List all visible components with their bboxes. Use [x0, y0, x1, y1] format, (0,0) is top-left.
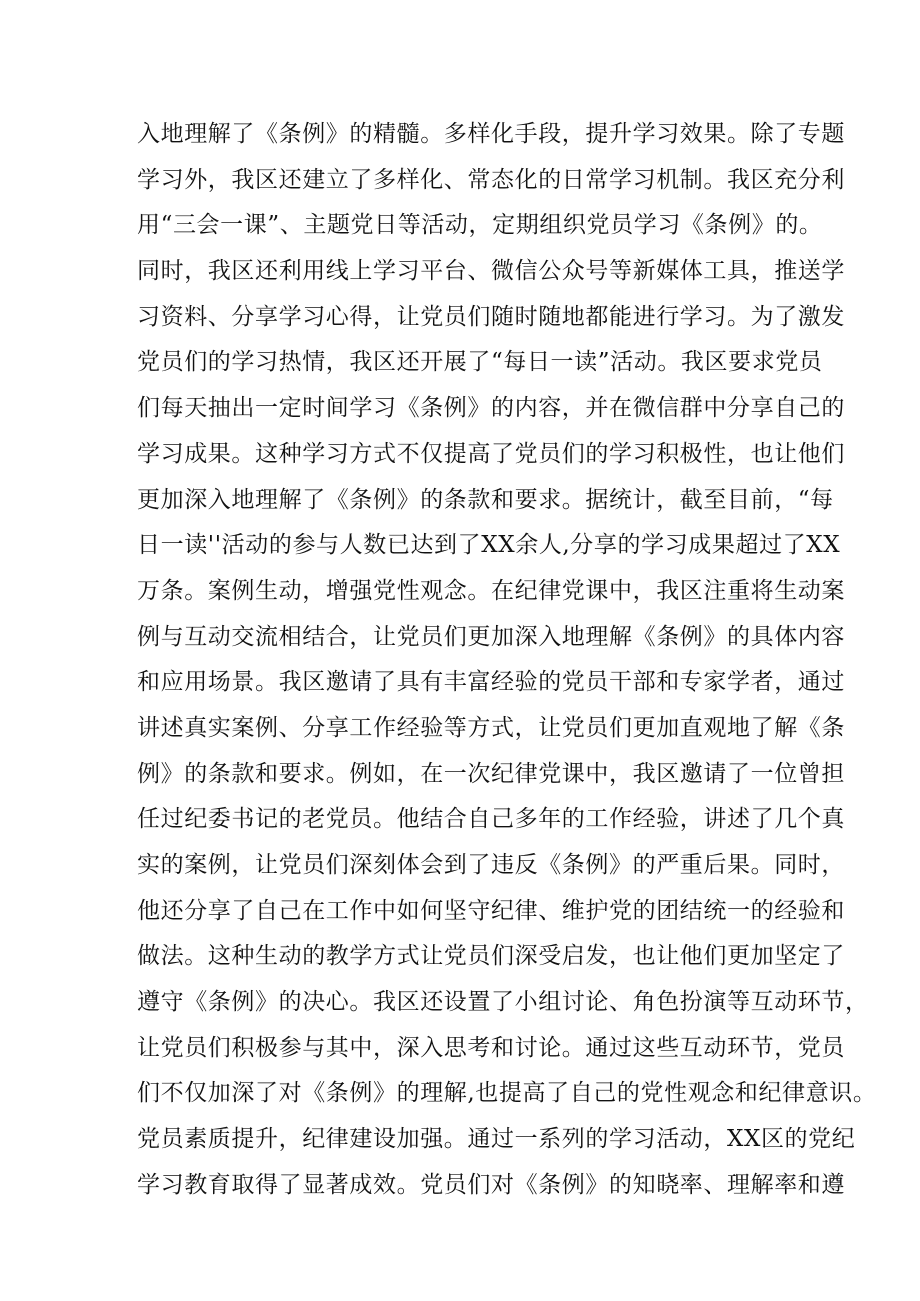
text-line: 任过纪委书记的老党员。他结合自己多年的工作经验，讲述了几个真: [137, 806, 845, 833]
text-line: 例与互动交流相结合，让党员们更加深入地理解《条例》的具体内容: [137, 623, 845, 650]
text-line: 遵守《条例》的决心。我区还设置了小组讨论、角色扮演等互动环节，: [137, 989, 869, 1016]
text-line: 习资料、分享学习心得，让党员们随时随地都能进行学习。为了激发: [137, 303, 845, 330]
text-line: 和应用场景。我区邀请了具有丰富经验的党员干部和专家学者，通过: [137, 669, 845, 696]
text-line: 让党员们积极参与其中，深入思考和讨论。通过这些互动环节，党员: [137, 1034, 845, 1061]
text-line: 党员素质提升，纪律建设加强。通过一系列的学习活动，XX区的党纪: [137, 1126, 856, 1153]
text-line: 党员们的学习热情，我区还开展了“每日一读”活动。我区要求党员: [137, 349, 823, 376]
text-line: 入地理解了《条例》的精髓。多样化手段，提升学习效果。除了专题: [137, 121, 845, 147]
text-line: 们每天抽出一定时间学习《条例》的内容，并在微信群中分享自己的: [137, 395, 845, 422]
text-line: 同时，我区还利用线上学习平台、微信公众号等新媒体工具，推送学: [137, 258, 845, 285]
text-line: 他还分享了自己在工作中如何坚守纪律、维护党的团结统一的经验和: [137, 897, 845, 924]
text-line: 们不仅加深了对《条例》的理解,也提高了自己的党性观念和纪律意识。: [137, 1080, 877, 1107]
body-text: [137, 112, 877, 1209]
text-line: 学习外，我区还建立了多样化、常态化的日常学习机制。我区充分利: [137, 166, 845, 193]
text-line: 万条。案例生动，增强党性观念。在纪律党课中，我区注重将生动案: [137, 577, 845, 604]
text-line: 用“三会一课”、主题党日等活动，定期组织党员学习《条例》的。: [137, 212, 823, 239]
text-line: 例》的条款和要求。例如，在一次纪律党课中，我区邀请了一位曾担: [137, 760, 845, 787]
text-line: 日一读''活动的参与人数已达到了XX余人,分享的学习成果超过了XX: [137, 532, 841, 559]
text-line: 学习成果。这种学习方式不仅提高了党员们的学习积极性，也让他们: [137, 440, 845, 467]
text-line: 做法。这种生动的教学方式让党员们深受启发，也让他们更加坚定了: [137, 943, 845, 970]
text-line: 更加深入地理解了《条例》的条款和要求。据统计，截至目前，“每: [137, 486, 834, 513]
text-line: 讲述真实案例、分享工作经验等方式，让党员们更加直观地了解《条: [137, 714, 845, 741]
text-line: 实的案例，让党员们深刻体会到了违反《条例》的严重后果。同时，: [137, 852, 845, 878]
text-line: 学习教育取得了显著成效。党员们对《条例》的知晓率、理解率和遵: [137, 1171, 845, 1198]
